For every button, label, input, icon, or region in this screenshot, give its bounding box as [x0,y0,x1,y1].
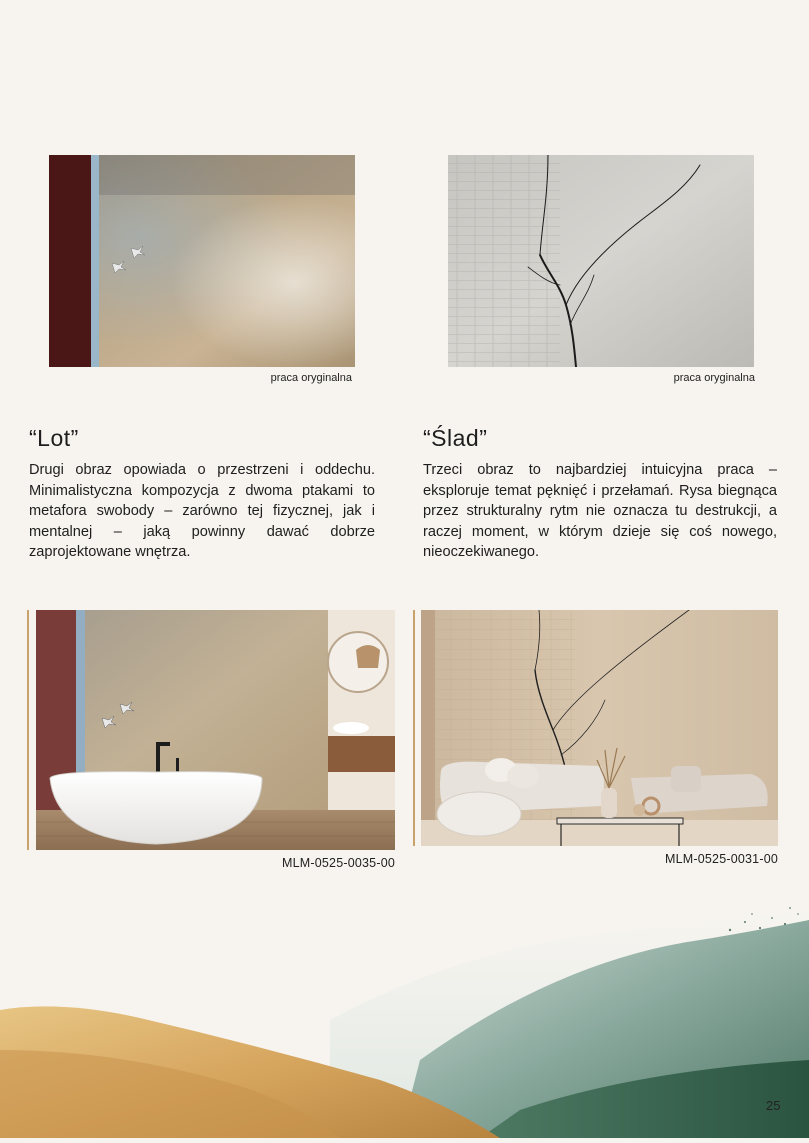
artwork-lot-title: “Lot” [29,425,79,451]
artwork-lot-original [49,155,355,367]
interior-slad-image [421,610,778,846]
artwork-slad-caption: praca oryginalna [673,372,755,384]
artwork-lot-description: Drugi obraz opowiada o przestrzeni i oddechu. Minimalistyczna kompozycja z dwoma ptakami to metafora swobody – zarówno tej fizycznej, jak i mentalnej – jaką powinny dawać dobrze zaprojektowane wnętrza. [29,462,375,560]
artwork-lot-image [49,155,355,367]
landscape-dunes-illustration [0,900,809,1138]
interior-lot-visualization [36,610,395,850]
artwork-slad-original [448,155,754,367]
artwork-slad-image [448,155,754,367]
interior-slad-product-code: MLM-0525-0031-00 [665,852,778,866]
interior-slad-visualization [421,610,778,846]
interior-lot-image [36,610,395,850]
page-number: 25 [766,1098,781,1113]
interior-slad-accent-line [413,610,415,846]
interior-lot-product-code: MLM-0525-0035-00 [282,856,395,870]
decorative-landscape [0,900,809,1138]
artwork-slad-description: Trzeci obraz to najbardziej intuicyjna praca – eksploruje temat pęknięć i przełamań. Rysa biegnąca przez strukturalny rytm nie oznacza tu destrukcji, a raczej moment, w którym dzieje się coś nowego, nieoczekiwanego. [423,462,777,560]
artwork-slad-title: “Ślad” [423,425,488,451]
interior-lot-accent-line [27,610,29,850]
artwork-lot-caption: praca oryginalna [270,372,352,384]
